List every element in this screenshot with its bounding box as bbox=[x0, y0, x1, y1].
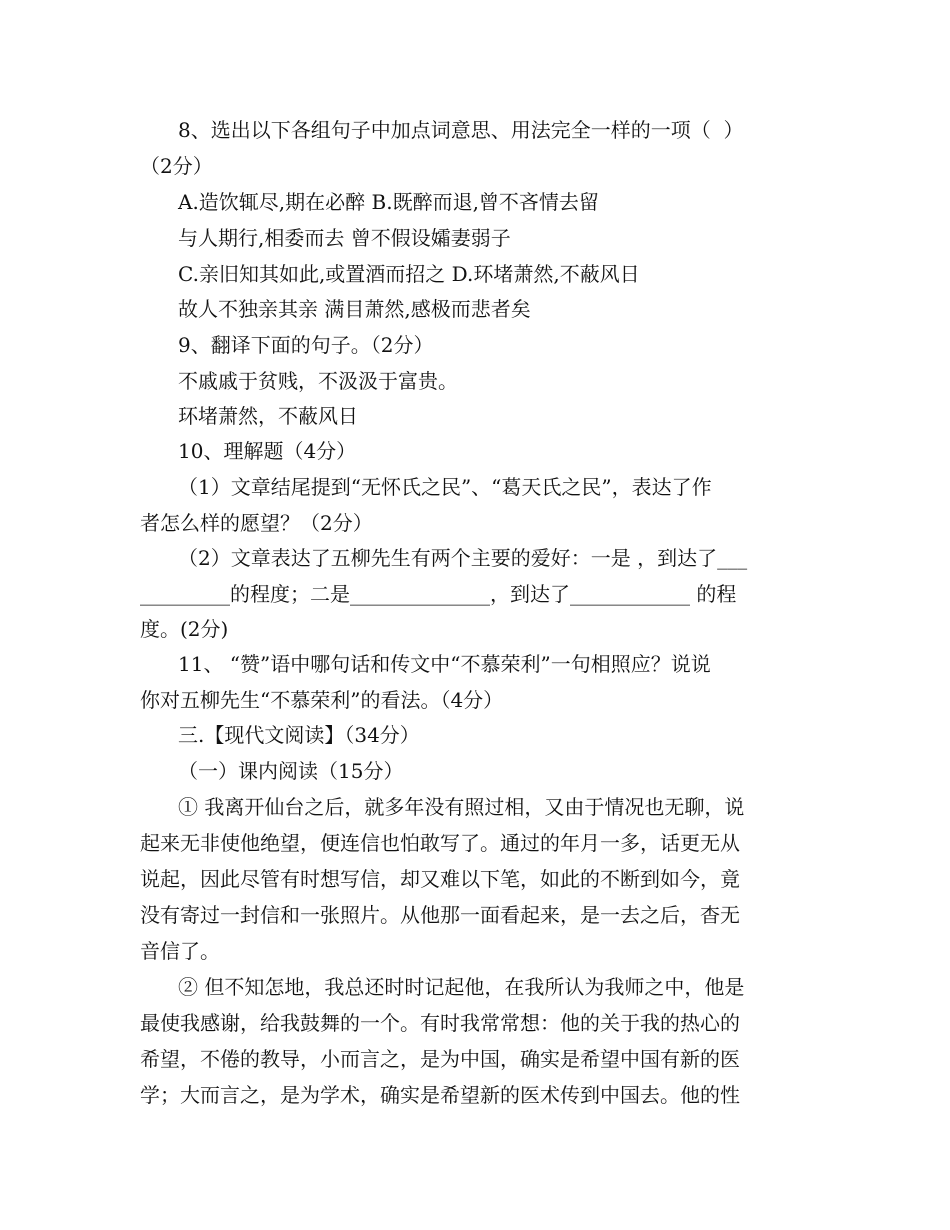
q9-sentence-2: 环堵萧然，不蔽风日 bbox=[178, 404, 358, 428]
section3-subtitle: （一）课内阅读（15分） bbox=[178, 759, 404, 783]
passage-p1-line3: 说起，因此尽管有时想写信，却又难以下笔，如此的不断到如今，竟 bbox=[140, 867, 740, 891]
q10-title: 10、理解题（4分） bbox=[178, 439, 357, 463]
passage-p2-line1: ② 但不知怎地，我总还时时记起他，在我所认为我师之中，他是 bbox=[178, 975, 745, 999]
passage-p1-line4: 没有寄过一封信和一张照片。从他那一面看起来，是一去之后，杳无 bbox=[140, 903, 740, 927]
passage-p1-line5: 音信了。 bbox=[140, 939, 220, 963]
q9-sentence-1: 不戚戚于贫贱，不汲汲于富贵。 bbox=[178, 369, 458, 393]
q8-line2: （2分） bbox=[140, 154, 213, 178]
q9-title: 9、翻译下面的句子。（2分） bbox=[178, 333, 434, 357]
section3-title: 三.【现代文阅读】（34分） bbox=[178, 723, 420, 747]
q8-line1: 8、选出以下各组句子中加点词意思、用法完全一样的一项（ ） bbox=[178, 118, 744, 142]
q8-option-c: C.亲旧知其如此,或置酒而招之 D.环堵萧然,不蔽风日 bbox=[178, 262, 640, 286]
passage-p2-line3: 希望，不倦的教导，小而言之，是为中国，确实是希望中国有新的医 bbox=[140, 1047, 740, 1071]
q10-part2-line3: 度。(2分) bbox=[140, 617, 229, 641]
passage-p1-line1: ① 我离开仙台之后，就多年没有照过相，又由于情况也无聊，说 bbox=[178, 795, 745, 819]
q8-option-a-continued: 与人期行,相委而去 曾不假设孀妻弱子 bbox=[178, 226, 511, 250]
q10-part1-line1: （1）文章结尾提到“无怀氏之民”、“葛天氏之民”，表达了作 bbox=[178, 475, 712, 499]
passage-p1-line2: 起来无非使他绝望，便连信也怕敢写了。通过的年月一多，话更无从 bbox=[140, 831, 740, 855]
q8-option-a: A.造饮辄尽,期在必醉 B.既醉而退,曾不吝情去留 bbox=[178, 190, 599, 214]
q10-part1-line2: 者怎么样的愿望？（2分） bbox=[140, 511, 373, 535]
passage-p2-line2: 最使我感谢，给我鼓舞的一个。有时我常常想：他的关于我的热心的 bbox=[140, 1011, 740, 1035]
q11-line1: 11、 “赞”语中哪句话和传文中“不慕荣利”一句相照应？说说 bbox=[178, 652, 711, 676]
q10-part2-line2: _________的程度；二是______________，到达了____________ 的程 bbox=[140, 582, 737, 606]
q8-option-c-continued: 故人不独亲其亲 满目萧然,感极而悲者矣 bbox=[178, 297, 531, 321]
q10-part2-line1: （2）文章表达了五柳先生有两个主要的爱好：一是 ，到达了___ bbox=[178, 546, 748, 570]
passage-p2-line4: 学；大而言之，是为学术，确实是希望新的医术传到中国去。他的性 bbox=[140, 1083, 740, 1107]
q11-line2: 你对五柳先生“不慕荣利”的看法。（4分） bbox=[140, 688, 504, 712]
